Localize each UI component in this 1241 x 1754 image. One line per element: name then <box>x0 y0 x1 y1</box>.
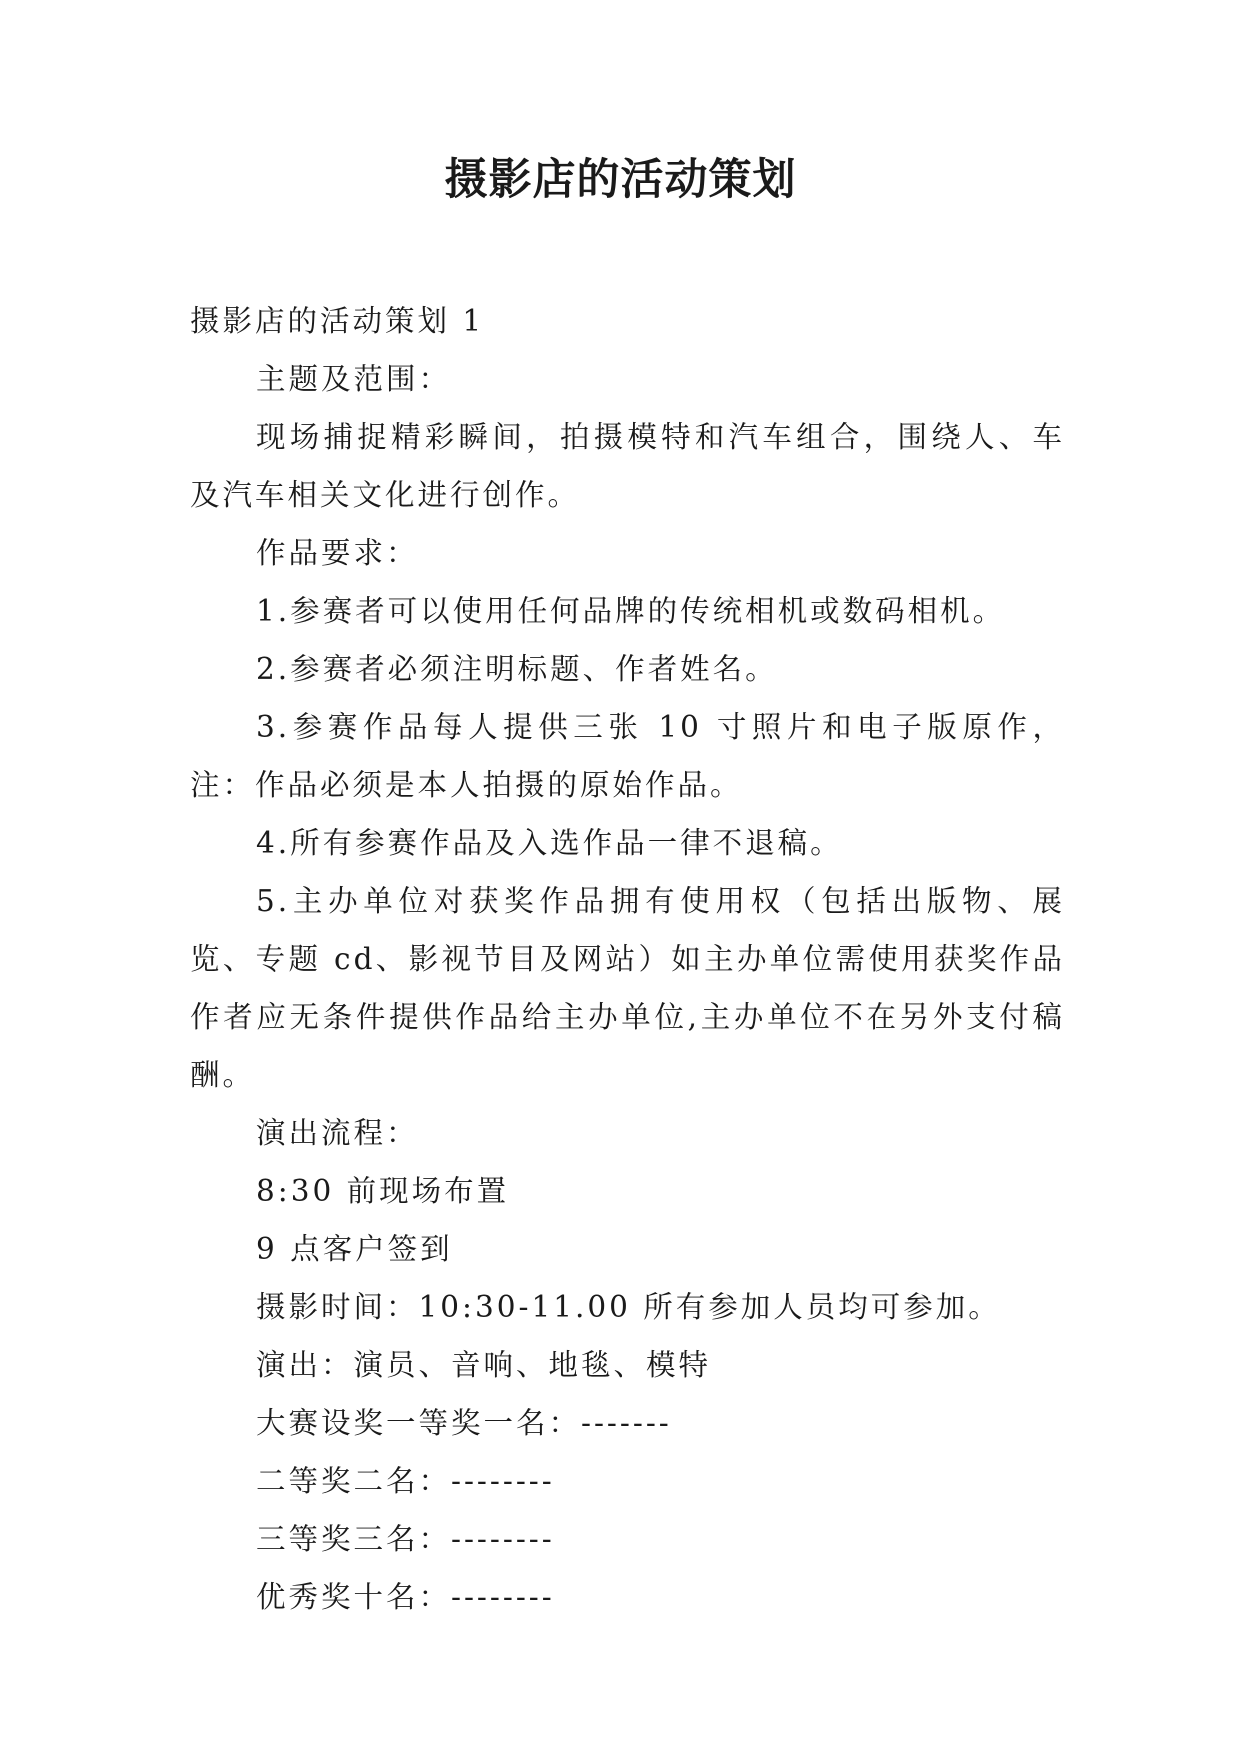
paragraph: 4.所有参赛作品及入选作品一律不退稿。 <box>256 826 843 860</box>
document-title: 摄影店的活动策划 <box>444 155 797 205</box>
paragraph: 摄影时间：10:30-11.00 所有参加人员均可参加。 <box>256 1290 1001 1324</box>
document-body <box>190 292 1065 1626</box>
paragraph: 三等奖三名：-------- <box>256 1522 555 1556</box>
paragraph: 现场捕捉精彩瞬间，拍摄模特和汽车组合，围绕人、车及汽车相关文化进行创作。 <box>190 420 1065 512</box>
paragraph: 3.参赛作品每人提供三张 10 寸照片和电子版原作，注：作品必须是本人拍摄的原始作品。 <box>190 710 1065 802</box>
paragraph: 优秀奖十名：-------- <box>256 1580 555 1614</box>
paragraph: 演出流程： <box>256 1116 419 1150</box>
paragraph: 大赛设奖一等奖一名：------- <box>256 1406 672 1440</box>
paragraph: 演出：演员、音响、地毯、模特 <box>256 1348 712 1382</box>
paragraph: 5.主办单位对获奖作品拥有使用权（包括出版物、展览、专题 cd、影视节目及网站）如主办单位需使用获奖作品作者应无条件提供作品给主办单位,主办单位不在另外支付稿酬。 <box>190 884 1065 1092</box>
paragraph: 2.参赛者必须注明标题、作者姓名。 <box>256 652 778 686</box>
paragraph: 摄影店的活动策划 1 <box>190 304 485 338</box>
paragraph: 二等奖二名：-------- <box>256 1464 555 1498</box>
paragraph: 8:30 前现场布置 <box>256 1174 510 1208</box>
paragraph: 9 点客户签到 <box>256 1232 453 1266</box>
paragraph: 作品要求： <box>256 536 419 570</box>
paragraph: 主题及范围： <box>256 362 452 396</box>
paragraph: 1.参赛者可以使用任何品牌的传统相机或数码相机。 <box>256 594 1006 628</box>
